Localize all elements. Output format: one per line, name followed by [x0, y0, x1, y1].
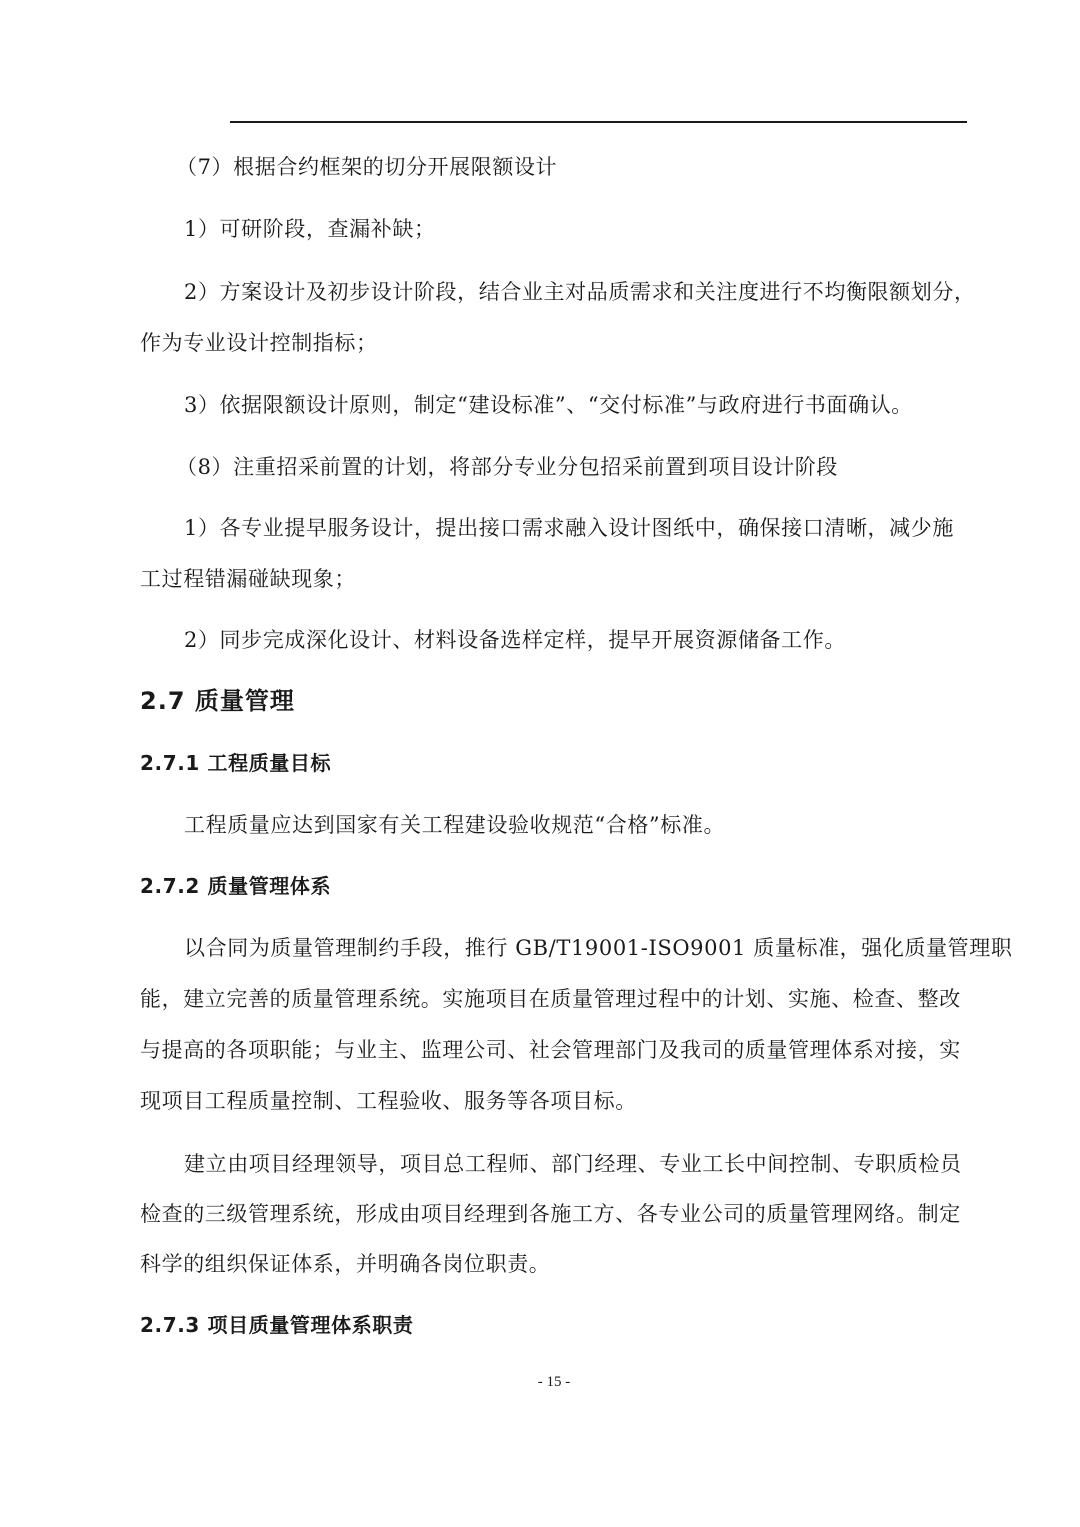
item7-point-3: 3）依据限额设计原则，制定“建设标准”、“交付标准”与政府进行书面确认。	[184, 393, 913, 417]
header-rule	[230, 121, 967, 123]
section-heading-2-7: 2.7 质量管理	[140, 687, 295, 715]
paragraph2-line-3: 科学的组织保证体系，并明确各岗位职责。	[140, 1252, 551, 1276]
section-heading-2-7-3: 2.7.3 项目质量管理体系职责	[140, 1313, 414, 1337]
paragraph1-line-3: 与提高的各项职能；与业主、监理公司、社会管理部门及我司的质量管理体系对接，实	[140, 1038, 961, 1062]
paragraph2-line-2: 检查的三级管理系统，形成由项目经理到各施工方、各专业公司的质量管理网络。制定	[140, 1202, 961, 1226]
item7-point-1: 1）可研阶段，查漏补缺；	[184, 217, 436, 241]
paragraph2-line-1: 建立由项目经理领导，项目总工程师、部门经理、专业工长中间控制、专职质检员	[184, 1152, 962, 1176]
item8-point-1: 1）各专业提早服务设计，提出接口需求融入设计图纸中，确保接口清晰，减少施	[184, 516, 954, 540]
paragraph1-line-4: 现项目工程质量控制、工程验收、服务等各项目标。	[140, 1089, 637, 1113]
section-heading-2-7-2: 2.7.2 质量管理体系	[140, 874, 332, 898]
quality-goal-text: 工程质量应达到国家有关工程建设验收规范“合格”标准。	[184, 813, 726, 837]
item7-title: （7）根据合约框架的切分开展限额设计	[176, 155, 558, 179]
item8-point-1-cont: 工过程错漏碰缺现象；	[140, 567, 356, 591]
section-heading-2-7-1: 2.7.1 工程质量目标	[140, 751, 332, 775]
item7-point-2: 2）方案设计及初步设计阶段，结合业主对品质需求和关注度进行不均衡限额划分，	[184, 280, 976, 304]
paragraph1-line-1: 以合同为质量管理制约手段，推行 GB/T19001-ISO9001 质量标准，强化质量管理职	[184, 936, 1013, 960]
item8-point-2: 2）同步完成深化设计、材料设备选样定样，提早开展资源储备工作。	[184, 628, 846, 652]
page-number: - 15 -	[537, 1374, 571, 1390]
item7-point-2-cont: 作为专业设计控制指标；	[140, 331, 378, 355]
item8-title: （8）注重招采前置的计划，将部分专业分包招采前置到项目设计阶段	[176, 455, 838, 479]
paragraph1-line-2: 能，建立完善的质量管理系统。实施项目在质量管理过程中的计划、实施、检查、整改	[140, 987, 961, 1011]
